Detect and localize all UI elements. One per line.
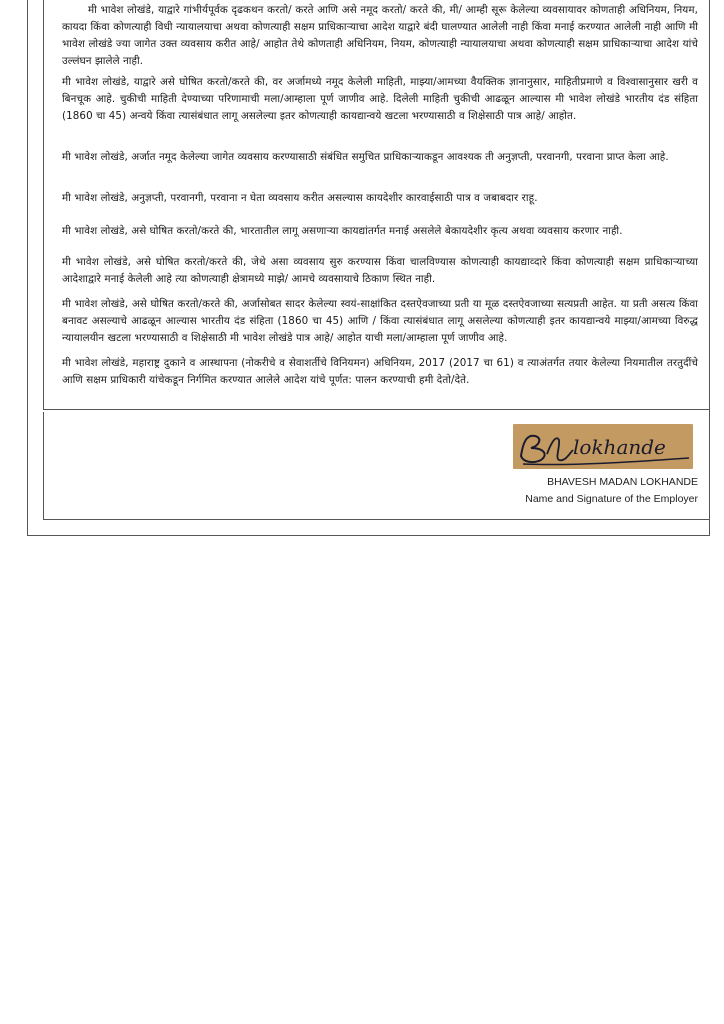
declaration-paragraph-4: मी भावेश लोखंडे, अनुज्ञप्ती, परवानगी, परवाना न घेता व्यवसाय करीत असल्यास कायदेशीर कारवाईसाठी पात्र व जबाबदार राहू. bbox=[62, 192, 538, 204]
declaration-paragraph-3: मी भावेश लोखंडे, अर्जात नमूद केलेल्या जागेत व्यवसाय करण्यासाठी संबंधित समुचित प्राधिकाऱ्याकडून आवश्यक ती अनुज्ञप्ती, परवानगी, परवाना प्राप्त केला आहे. bbox=[62, 151, 669, 163]
svg-text:lokhande: lokhande bbox=[573, 435, 666, 459]
declaration-paragraph-2: मी भावेश लोखंडे, याद्वारे असे घोषित करतो/करते की, वर अर्जामध्ये नमूद केलेली माहिती, माझ्या/आमच्या वैयक्तिक ज्ञानानुसार, माहितीप्रमाणे व विश्वासानुसार खरी व बिनचूक आहे. चुकीची माहिती देण्याच्या परिणामाची मला/आम्हाला पूर्ण जाणीव आहे. दिलेली माहिती चुकीची आढळून आल्यास मी भावेश लोखंडे भारतीय दंड संहिता (1860 चा 45) अन्वये किंवा त्यासंबंधात लागू असलेल्या इतर कोणत्याही कायद्यान्वये खटला भरण्यासाठी व शिक्षेसाठी पात्र आहे/ आहोत. bbox=[62, 76, 698, 122]
declaration-paragraph-1: मी भावेश लोखंडे, याद्वारे गांभीर्यपूर्वक दृढकथन करतो/ करते आणि असे नमूद करतो/ करते की, मी/ आम्ही सूरू केलेल्या व्यवसायावर कोणताही अधिनियम, नियम, कायदा किंवा कोणत्याही विधी न्यायालयाचा अथवा कोणत्याही सक्षम प्राधिकाऱ्याचा आदेश याद्वारे बंदी घालण्यात आलेली नाही किंवा मनाई करण्यात आलेली नाही आणि मी भावेश लोखंडे ज्या जागेत उक्त व्यवसाय करीत आहे/ आहोत तेथे कोणताही अधिनियम, नियम, कोणत्याही न्यायालयाचा अथवा कोणत्याही सक्षम प्राधिकाऱ्याचा आदेश यांचे उल्लंघन झालेले नाही. bbox=[62, 4, 698, 67]
declaration-paragraph-5: मी भावेश लोखंडे, असे घोषित करतो/करते की, भारतातील लागू असणाऱ्या कायद्यांतर्गत मनाई असलेले बेकायदेशीर कृत्य अथवा व्यवसाय करणार नाही. bbox=[62, 225, 623, 237]
signature-image bbox=[513, 424, 693, 469]
employer-name: BHAVESH MADAN LOKHANDE bbox=[547, 476, 698, 488]
declaration-paragraph-8: मी भावेश लोखंडे, महाराष्ट्र दुकाने व आस्थापना (नोकरीचे व सेवाशर्तीचे विनियमन) अधिनियम, 2017 (2017 चा 61) व त्याअंतर्गत तयार केलेल्या नियमातील तरतुदींचे आणि सक्षम प्राधिकारी यांचेकडून निर्गमित करण्यात आलेले आदेश यांचे पूर्णत: पालन करण्याची हमी देतो/देते. bbox=[62, 357, 698, 386]
declaration-paragraph-6: मी भावेश लोखंडे, असे घोषित करतो/करते की, जेथे असा व्यवसाय सुरु करण्यास किंवा चालविण्यास कोणत्याही कायद्याव्दारे किंवा कोणत्याही सक्षम प्राधिकाऱ्याच्या आदेशाद्वारे मनाई केलेली आहे त्या कोणत्याही क्षेत्रामध्ये माझे/ आमचे व्यवसायाचे ठिकाण स्थित नाही. bbox=[62, 256, 698, 285]
declaration-paragraph-7: मी भावेश लोखंडे, असे घोषित करतो/करते की, अर्जासोबत सादर केलेल्या स्वयं-साक्षांकित दस्तऐवजाच्या प्रती या मूळ दस्तऐवजाच्या सत्यप्रती आहेत. या प्रती असत्य किंवा बनावट असल्याचे आढळून आल्यास भारतीय दंड संहिता (1860 चा 45) आणि / किंवा त्यासंबंधात लागू असलेल्या कोणत्याही इतर कायद्यान्वये माझ्या/आमच्या विरुद्ध न्यायालयीन खटला भरण्यासाठी व शिक्षेसाठी मी भावेश लोखंडे पात्र आहे/ आहोत याची मला/आम्हाला पूर्ण जाणीव आहे. bbox=[62, 298, 698, 344]
employer-signature-caption: Name and Signature of the Employer bbox=[525, 493, 698, 505]
